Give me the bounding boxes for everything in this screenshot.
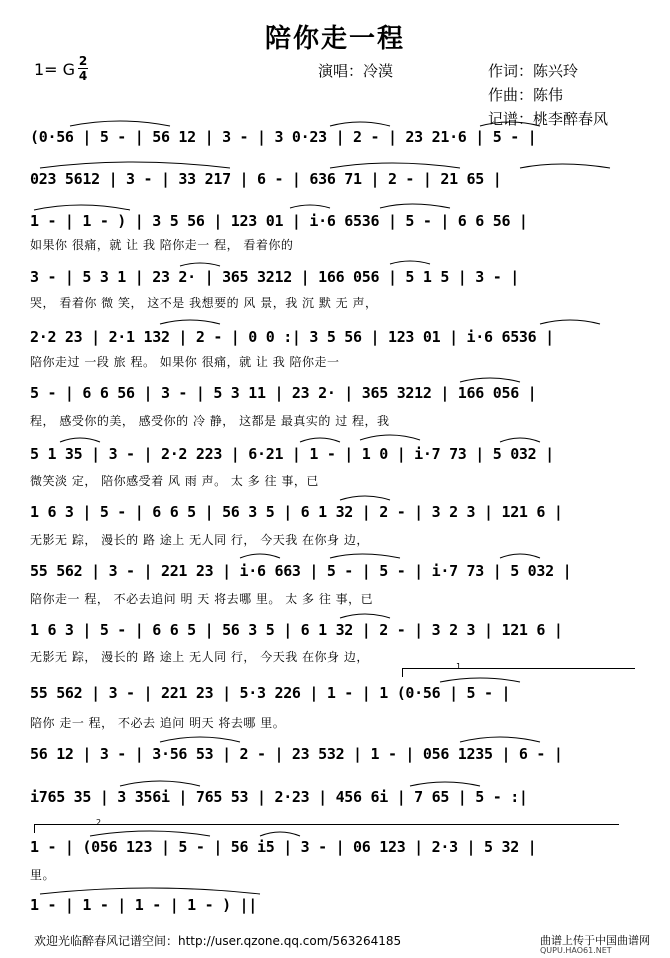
notation-line-9: 55 562 | 3 - | 221 23 | i·6 663 | 5 - | 5 - | i·7 73 | 5 032 | — [30, 562, 572, 580]
first-ending-bracket — [402, 668, 635, 677]
lyric-line-5: 陪你走过 一段 旅 程。 如果你 很痛，就 让 我 陪你走一 — [30, 355, 340, 369]
notation-line-12: 56 12 | 3 - | 3·56 53 | 2 - | 23 532 | 1 - | 056 1235 | 6 - | — [30, 745, 563, 763]
footer-website-note: 欢迎光临醉春风记谱空间：http://user.qzone.qq.com/563264185 — [34, 934, 402, 948]
tie-slur — [70, 121, 170, 126]
tie-slur — [330, 554, 400, 558]
tie-slur — [460, 378, 520, 382]
key-signature: 1= G — [34, 60, 76, 79]
lyric-line-9: 陪你走一 程， 不必去追问 明 天 将去哪 里。 太 多 往 事，已 — [30, 592, 374, 606]
tie-slur — [290, 205, 330, 208]
lyric-line-8: 无影无 踪， 漫长的 路 途上 无人同 行， 今天我 在你身 边， — [30, 533, 369, 547]
tie-slur — [340, 614, 390, 618]
time-signature-top: 2 — [78, 54, 88, 68]
tie-slur — [330, 163, 460, 168]
tie-slur — [440, 678, 520, 682]
tie-slur — [520, 164, 610, 168]
notation-line-13: i765 35 | 3 356i | 765 53 | 2·23 | 456 6i | 7 65 | 5 - :| — [30, 788, 528, 806]
composer-credit: 作曲：陈伟 — [488, 86, 564, 104]
tie-slur — [180, 263, 220, 266]
first-ending-number: 1 — [456, 662, 462, 671]
time-signature — [78, 55, 88, 82]
lyric-line-6: 程， 感受你的美， 感受你的 冷 静， 这都是 最真实的 过 程，我 — [30, 414, 390, 428]
tie-slur — [410, 782, 480, 786]
notation-line-8: 1 6 3 | 5 - | 6 6 5 | 56 3 5 | 6 1 32 | 2 - | 3 2 3 | 121 6 | — [30, 503, 563, 521]
tie-slur — [460, 737, 540, 742]
tie-slur — [120, 781, 200, 786]
tie-slur — [34, 205, 130, 210]
tie-slur — [390, 261, 430, 264]
lyric-line-14: 里。 — [30, 868, 56, 882]
singer-credit: 演唱：冷漠 — [318, 62, 394, 80]
lyricist-credit: 作词：陈兴玲 — [488, 62, 579, 80]
tie-slur — [500, 438, 540, 442]
tie-slur — [330, 122, 390, 126]
lyric-line-7: 微笑淡 定， 陪你感受着 风 雨 声。 太 多 往 事，已 — [30, 474, 319, 488]
notation-line-2: 023 5612 | 3 - | 33 217 | 6 - | 636 71 | 2 - | 21 65 | — [30, 170, 502, 188]
tie-slur — [240, 554, 280, 558]
notation-line-1: (0·56 | 5 - | 56 12 | 3 - | 3 0·23 | 2 - | 23 21·6 | 5 - | — [30, 128, 537, 146]
notation-line-11: 55 562 | 3 - | 221 23 | 5·3 226 | 1 - | 1 (0·56 | 5 - | — [30, 684, 511, 702]
notation-line-6: 5 - | 6 6 56 | 3 - | 5 3 11 | 23 2· | 365 3212 | 166 056 | — [30, 384, 537, 402]
transcriber-credit: 记谱：桃李醉春风 — [488, 110, 609, 128]
tie-slur — [500, 554, 540, 558]
tie-slur — [540, 320, 600, 324]
tie-slur — [40, 888, 260, 894]
notation-line-10: 1 6 3 | 5 - | 6 6 5 | 56 3 5 | 6 1 32 | 2 - | 3 2 3 | 121 6 | — [30, 621, 563, 639]
notation-line-5: 2·2 23 | 2·1 132 | 2 - | 0 0 :| 3 5 56 | 123 01 | i·6 6536 | — [30, 328, 554, 346]
notation-line-4: 3 - | 5 3 1 | 23 2· | 365 3212 | 166 056 | 5 1 5 | 3 - | — [30, 268, 519, 286]
notation-line-7: 5 1 35 | 3 - | 2·2 223 | 6·21 | 1 - | 1 0 | i·7 73 | 5 032 | — [30, 445, 554, 463]
footer-watermark: QUPU.HAO61.NET — [540, 946, 612, 955]
notation-line-14: 1 - | (056 123 | 5 - | 56 i5 | 3 - | 06 123 | 2·3 | 5 32 | — [30, 838, 537, 856]
notation-line-15: 1 - | 1 - | 1 - | 1 - ) || — [30, 896, 258, 914]
notation-line-3: 1 - | 1 - ) | 3 5 56 | 123 01 | i·6 6536 | 5 - | 6 6 56 | — [30, 212, 528, 230]
song-title: 陪你走一程 — [264, 24, 405, 54]
tie-slur — [40, 162, 230, 168]
time-signature-bottom: 4 — [78, 69, 88, 83]
tie-slur — [340, 496, 390, 500]
lyric-line-11: 陪你 走一 程， 不必去 追问 明天 将去哪 里。 — [30, 716, 286, 730]
lyric-line-10: 无影无 踪， 漫长的 路 途上 无人同 行， 今天我 在你身 边， — [30, 650, 369, 664]
tie-slur — [360, 435, 420, 440]
lyric-line-4: 哭， 看着你 微 笑， 这不是 我想要的 风 景，我 沉 默 无 声， — [30, 296, 378, 310]
footer-upload-note: 曲谱上传于中国曲谱网 — [540, 934, 650, 947]
second-ending-number: 2 — [96, 818, 102, 827]
lyric-line-3: 如果你 很痛，就 让 我 陪你走一 程， 看着你的 — [30, 238, 294, 252]
tie-slur — [160, 737, 240, 742]
tie-slur — [160, 320, 220, 324]
second-ending-bracket — [34, 824, 619, 833]
tie-slur — [380, 204, 450, 208]
tie-slur — [300, 438, 340, 442]
tie-slur — [60, 438, 100, 442]
